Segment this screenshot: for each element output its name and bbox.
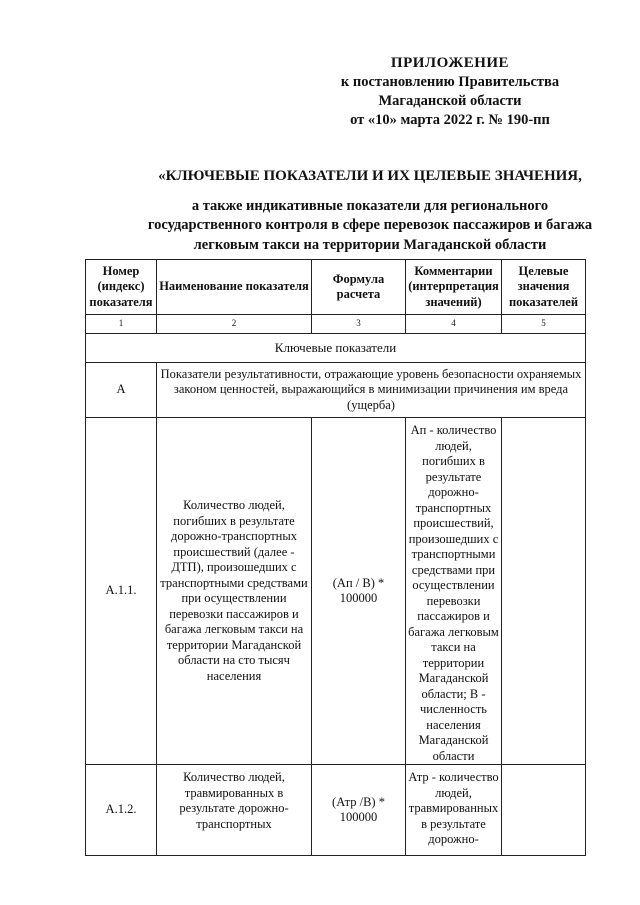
row-index: А.1.1. xyxy=(86,418,157,765)
appendix-line-2: Магаданской области xyxy=(378,93,522,109)
row-target xyxy=(502,765,586,856)
row-formula: (Атр /В) * 100000 xyxy=(312,765,406,856)
appendix-line-3: от «10» марта 2022 г. № 190-пп xyxy=(350,112,550,128)
row-name: Количество людей, погибших в результате дорожно-транспортных происшествий (далее - ДТП), произошедших с транспортными средствами при осуществлении перевозки пассажиров и багажа легковым такси на территории Магаданской области на сто тысяч населения xyxy=(157,418,312,765)
column-number-row xyxy=(86,315,586,334)
column-number: 3 xyxy=(312,315,406,334)
header-formula: Формула расчета xyxy=(312,260,406,315)
column-number: 5 xyxy=(502,315,586,334)
header-index: Номер (индекс) показателя xyxy=(86,260,157,315)
row-name: Количество людей, травмированных в результате дорожно-транспортных xyxy=(157,765,312,856)
section-row xyxy=(86,334,586,363)
table-row xyxy=(86,765,586,856)
title-line-1: «КЛЮЧЕВЫЕ ПОКАЗАТЕЛИ И ИХ ЦЕЛЕВЫЕ ЗНАЧЕНИЯ, xyxy=(158,168,582,184)
column-number: 1 xyxy=(86,315,157,334)
header-row xyxy=(86,260,586,315)
row-index: А.1.2. xyxy=(86,765,157,856)
group-description: Показатели результативности, отражающие уровень безопасности охраняемых законом ценностей, выражающийся в минимизации причинения им вреда (ущерба) xyxy=(157,363,586,418)
row-target xyxy=(502,418,586,765)
appendix-line-1: к постановлению Правительства xyxy=(340,74,560,90)
document-title xyxy=(80,167,640,255)
indicators-table xyxy=(85,259,586,856)
row-comment: Ап - количество людей, погибших в результате дорожно-транспортных происшествий, произошедших с транспортными средствами при осуществлении перевозки пассажиров и багажа легковым такси на территории Магаданской области; В - численность населения Магаданской области xyxy=(406,418,502,765)
header-comment: Комментарии (интерпретация значений) xyxy=(406,260,502,315)
column-number: 4 xyxy=(406,315,502,334)
title-line-4: легковым такси на территории Магаданской области xyxy=(193,236,547,253)
appendix-block xyxy=(300,54,600,130)
header-name: Наименование показателя xyxy=(157,260,312,315)
group-index: А xyxy=(86,363,157,418)
title-line-2: а также индикативные показатели для регионального xyxy=(191,197,549,214)
title-line-3: государственного контроля в сфере перевозок пассажиров и багажа xyxy=(147,217,593,233)
group-row xyxy=(86,363,586,418)
row-formula: (Ап / В) * 100000 xyxy=(312,418,406,765)
column-number: 2 xyxy=(157,315,312,334)
section-label: Ключевые показатели xyxy=(86,334,586,363)
header-target: Целевые значения показателей xyxy=(502,260,586,315)
table-row xyxy=(86,418,586,765)
row-comment: Атр - количество людей, травмированных в результате дорожно- xyxy=(406,765,502,856)
appendix-heading: ПРИЛОЖЕНИЕ xyxy=(390,55,510,71)
